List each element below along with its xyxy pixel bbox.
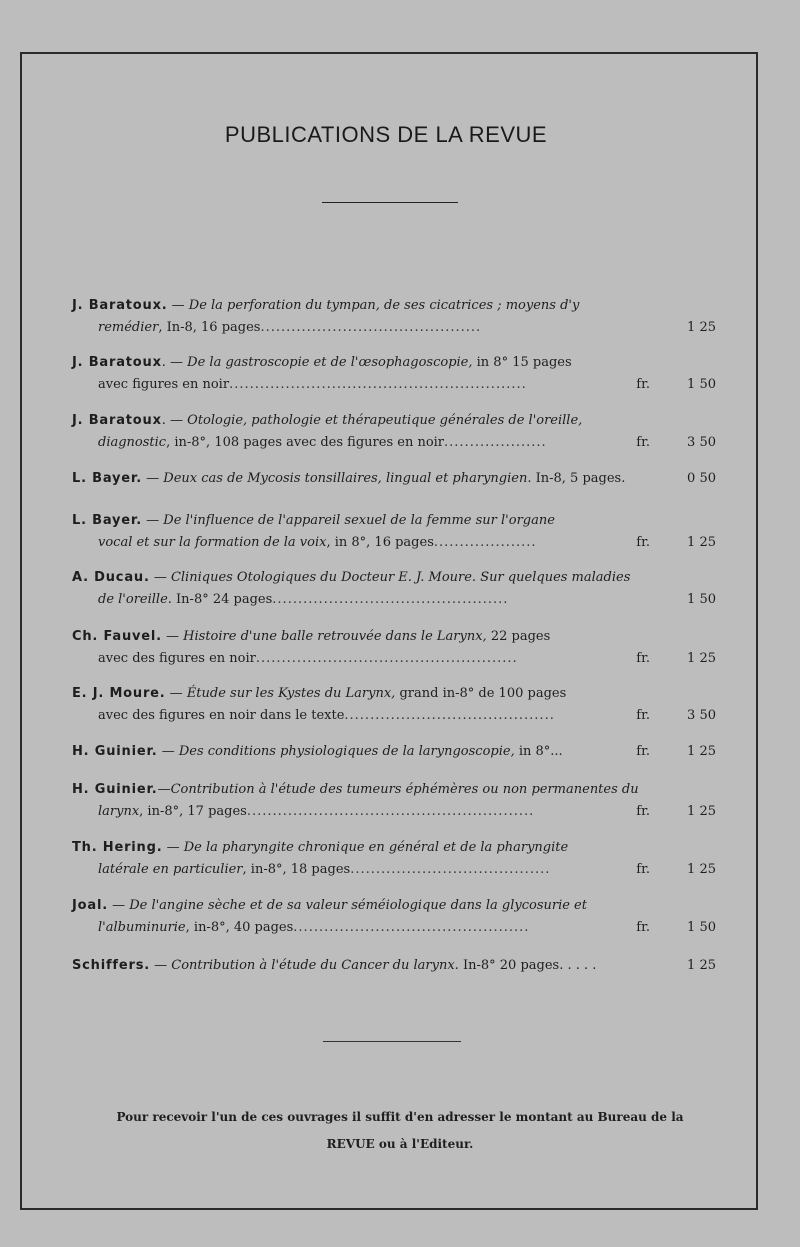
entry-details: , in-8°, 108 pages avec des figures en noir bbox=[166, 435, 445, 450]
entry-title-cont: de l'oreille bbox=[98, 592, 168, 607]
entry-details: in 8° 15 pages bbox=[472, 355, 572, 370]
entry-currency: fr. bbox=[636, 651, 650, 666]
entry-title-cont: latérale en particulier bbox=[98, 862, 243, 877]
entry-separator: — bbox=[149, 570, 171, 585]
entry-details: , in-8°, 17 pages bbox=[139, 804, 247, 819]
publication-entry bbox=[72, 468, 716, 490]
section-divider bbox=[323, 1041, 461, 1042]
entry-currency: fr. bbox=[636, 744, 650, 759]
entry-details: avec des figures en noir bbox=[98, 651, 256, 666]
entry-line-2 bbox=[72, 917, 716, 939]
publication-entry bbox=[72, 410, 716, 454]
entry-author: E. J. Moure. bbox=[72, 686, 166, 701]
entry-author: L. Bayer. bbox=[72, 471, 143, 486]
entry-leader-dots: .................... bbox=[444, 435, 547, 450]
entry-details: 22 pages bbox=[486, 629, 551, 644]
entry-price: 1 25 bbox=[687, 320, 716, 335]
entry-details: grand in-8° de 100 pages bbox=[395, 686, 567, 701]
entry-details: , in 8°, 16 pages bbox=[326, 535, 434, 550]
entry-author: J. Baratoux. bbox=[72, 298, 168, 313]
entry-author: J. Baratoux bbox=[72, 413, 162, 428]
publication-entry bbox=[72, 741, 716, 763]
entry-price: 1 25 bbox=[687, 535, 716, 550]
entry-currency: fr. bbox=[636, 862, 650, 877]
entry-line-1 bbox=[72, 683, 716, 705]
entry-line-1 bbox=[72, 352, 716, 374]
entry-price: 1 50 bbox=[687, 920, 716, 935]
entry-author: Ch. Fauvel. bbox=[72, 629, 162, 644]
entry-leader-dots: .......................................................... bbox=[229, 377, 527, 392]
entry-line-2 bbox=[72, 648, 716, 670]
entry-price: 1 25 bbox=[687, 804, 716, 819]
entry-line-1 bbox=[72, 955, 716, 977]
entry-price: 0 50 bbox=[687, 471, 716, 486]
entry-author: Joal. bbox=[72, 898, 108, 913]
entry-separator: — bbox=[142, 513, 164, 528]
entry-title: De la perforation du tympan, de ses cicatrices ; moyens d'y bbox=[188, 298, 580, 313]
entry-leader-dots: ....................................... bbox=[350, 862, 551, 877]
entry-leader-dots: ......................................... bbox=[344, 708, 555, 723]
entry-price: 1 50 bbox=[687, 592, 716, 607]
entry-price: 1 25 bbox=[687, 958, 716, 973]
entry-title-cont: diagnostic bbox=[98, 435, 167, 450]
entry-line-2 bbox=[72, 705, 716, 727]
publication-entry bbox=[72, 295, 716, 339]
publication-entry bbox=[72, 683, 716, 727]
entry-details: avec figures en noir bbox=[98, 377, 230, 392]
publication-entry bbox=[72, 352, 716, 396]
entry-leader-dots: .................... bbox=[433, 535, 537, 550]
entry-title: Deux cas de Mycosis tonsillaires, lingual et pharyngien. bbox=[163, 471, 532, 486]
entry-line-2 bbox=[72, 801, 716, 823]
entry-author: Th. Hering. bbox=[72, 840, 163, 855]
entry-line-1 bbox=[72, 741, 716, 763]
entry-line-1 bbox=[72, 895, 716, 917]
entry-price: 3 50 bbox=[687, 435, 716, 450]
entry-title: De l'angine sèche et de sa valeur séméiologique dans la glycosurie et bbox=[129, 898, 587, 913]
entry-price: 1 25 bbox=[687, 744, 716, 759]
entry-line-1 bbox=[72, 468, 716, 490]
entry-details: avec des figures en noir dans le texte bbox=[98, 708, 345, 723]
entry-separator: — bbox=[107, 898, 130, 913]
entry-details: in 8°... bbox=[514, 744, 563, 759]
entry-separator: . — bbox=[161, 413, 188, 428]
entry-price: 1 25 bbox=[687, 862, 716, 877]
page-title: PUBLICATIONS DE LA REVUE bbox=[224, 122, 548, 147]
publication-entry bbox=[72, 955, 716, 977]
publication-entry bbox=[72, 895, 716, 939]
entry-details: . In-8° 24 pages bbox=[167, 592, 273, 607]
entry-title: De la gastroscopie et de l'œsophagoscopie, bbox=[187, 355, 473, 370]
entry-separator: — bbox=[162, 840, 184, 855]
entry-separator: — bbox=[167, 298, 189, 313]
entry-separator: — bbox=[142, 471, 164, 486]
entry-line-2 bbox=[72, 532, 716, 554]
title-rule bbox=[322, 202, 458, 203]
entry-separator: — bbox=[150, 958, 172, 973]
entry-title: De l'influence de l'appareil sexuel de la femme sur l'organe bbox=[163, 513, 555, 528]
publication-entry bbox=[72, 567, 716, 611]
entry-details: In-8, 5 pages. bbox=[531, 471, 626, 486]
entry-separator: — bbox=[157, 782, 171, 797]
entry-author: A. Ducau. bbox=[72, 570, 150, 585]
entry-price: 1 25 bbox=[687, 651, 716, 666]
entry-price: 3 50 bbox=[687, 708, 716, 723]
entry-currency: fr. bbox=[636, 804, 650, 819]
entry-leader-dots: ................................................... bbox=[255, 651, 518, 666]
entry-leader-dots: .............................................. bbox=[293, 920, 530, 935]
entry-separator: . — bbox=[161, 355, 188, 370]
entry-line-1 bbox=[72, 410, 716, 432]
entry-details: , In-8, 16 pages bbox=[158, 320, 261, 335]
entry-details: , in-8°, 40 pages bbox=[185, 920, 294, 935]
entry-price: 1 50 bbox=[687, 377, 716, 392]
entry-line-1 bbox=[72, 567, 716, 589]
entry-title: Otologie, pathologie et thérapeutique générales de l'oreille, bbox=[187, 413, 583, 428]
entry-line-2 bbox=[72, 589, 716, 611]
entry-line-2 bbox=[72, 317, 716, 339]
publication-entry bbox=[72, 510, 716, 554]
entry-separator: — bbox=[157, 744, 179, 759]
entry-title: Des conditions physiologiques de la laryngoscopie, bbox=[178, 744, 515, 759]
entry-title: Cliniques Otologiques du Docteur E. J. Moure. Sur quelques maladies bbox=[170, 570, 631, 585]
entry-title-cont: larynx bbox=[98, 804, 140, 819]
entry-details: , in-8°, 18 pages bbox=[242, 862, 351, 877]
entry-line-1 bbox=[72, 837, 716, 859]
entry-line-1 bbox=[72, 510, 716, 532]
entry-currency: fr. bbox=[636, 377, 650, 392]
publication-entry bbox=[72, 626, 716, 670]
entry-line-1 bbox=[72, 626, 716, 648]
entry-title-cont: vocal et sur la formation de la voix bbox=[98, 535, 327, 550]
footer-line-2: REVUE ou à l'Editeur. bbox=[326, 1137, 474, 1151]
entry-title-cont: l'albuminurie bbox=[98, 920, 186, 935]
entry-title: Contribution à l'étude des tumeurs éphémères ou non permanentes du bbox=[170, 782, 639, 797]
entry-line-2 bbox=[72, 859, 716, 881]
entry-title: De la pharyngite chronique en général et de la pharyngite bbox=[183, 840, 569, 855]
entry-currency: fr. bbox=[636, 435, 650, 450]
entry-separator: — bbox=[161, 629, 184, 644]
publication-entry bbox=[72, 779, 716, 823]
footer-line-1: Pour recevoir l'un de ces ouvrages il suffit d'en adresser le montant au Bureau de la bbox=[116, 1110, 684, 1124]
entry-leader-dots: .............................................. bbox=[272, 592, 509, 607]
entry-title: Histoire d'une balle retrouvée dans le Larynx, bbox=[183, 629, 487, 644]
entry-currency: fr. bbox=[636, 920, 650, 935]
entry-author: H. Guinier. bbox=[72, 744, 158, 759]
entry-currency: fr. bbox=[636, 535, 650, 550]
entry-author: H. Guinier. bbox=[72, 782, 158, 797]
entry-title-cont: remédier bbox=[98, 320, 159, 335]
entry-line-2 bbox=[72, 432, 716, 454]
entry-title: Contribution à l'étude du Cancer du larynx. bbox=[171, 958, 459, 973]
entry-author: J. Baratoux bbox=[72, 355, 162, 370]
entry-title: Étude sur les Kystes du Larynx, bbox=[186, 686, 396, 701]
entry-author: L. Bayer. bbox=[72, 513, 143, 528]
entry-line-1 bbox=[72, 295, 716, 317]
publication-entry bbox=[72, 837, 716, 881]
entry-leader-dots: ........................................................ bbox=[246, 804, 535, 819]
entry-line-1 bbox=[72, 779, 716, 801]
entry-author: Schiffers. bbox=[72, 958, 150, 973]
entry-currency: fr. bbox=[636, 708, 650, 723]
entry-separator: — bbox=[165, 686, 187, 701]
entry-line-2 bbox=[72, 374, 716, 396]
entry-leader-dots: ........................................... bbox=[260, 320, 482, 335]
entry-details: In-8° 20 pages. . . . . bbox=[458, 958, 597, 973]
